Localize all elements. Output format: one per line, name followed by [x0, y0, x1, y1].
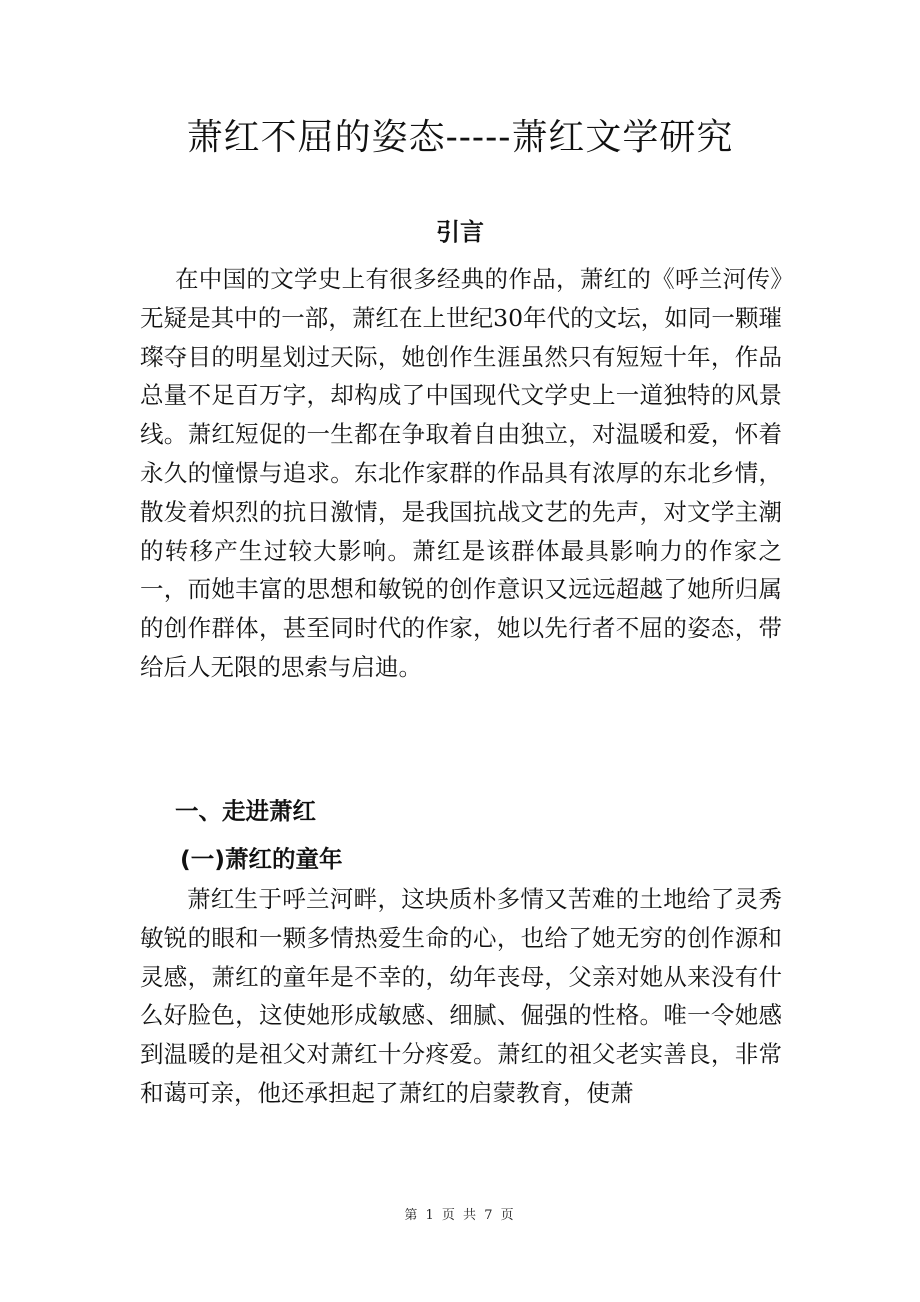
subsection-heading: (一)萧红的童年	[180, 845, 343, 873]
section-heading: 一、走进萧红	[175, 797, 316, 825]
intro-heading: 引言	[436, 218, 484, 246]
page-footer	[0, 1206, 920, 1226]
childhood-paragraph: 萧红生于呼兰河畔，这块质朴多情又苦难的土地给了灵秀敏锐的眼和一颗多情热爱生命的心，也给了她无穷的创作源和灵感，萧红的童年是不幸的，幼年丧母，父亲对她从来没有什么好脸色，这使她形成敏感、细腻、倔强的性格。唯一令她感到温暖的是祖父对萧红十分疼爱。萧红的祖父老实善良，非常和蔼可亲，他还承担起了萧红的启蒙教育，使萧	[140, 885, 782, 1107]
document-title: 萧红不屈的姿态-----萧红文学研究	[186, 117, 734, 158]
page-number-label: 第 1 页 共 7 页	[404, 1208, 516, 1223]
intro-paragraph: 在中国的文学史上有很多经典的作品，萧红的《呼兰河传》无疑是其中的一部，萧红在上世纪30年代的文坛，如同一颗璀璨夺目的明星划过天际，她创作生涯虽然只有短短十年，作品总量不足百万字，却构成了中国现代文学史上一道独特的风景线。萧红短促的一生都在争取着自由独立，对温暖和爱，怀着永久的憧憬与追求。东北作家群的作品具有浓厚的东北乡情，散发着炽烈的抗日激情，是我国抗战文艺的先声，对文学主潮的转移产生过较大影响。萧红是该群体最具影响力的作家之一，而她丰富的思想和敏锐的创作意识又远远超越了她所归属的创作群体，甚至同时代的作家，她以先行者不屈的姿态，带给后人无限的思索与启迪。	[140, 265, 782, 681]
